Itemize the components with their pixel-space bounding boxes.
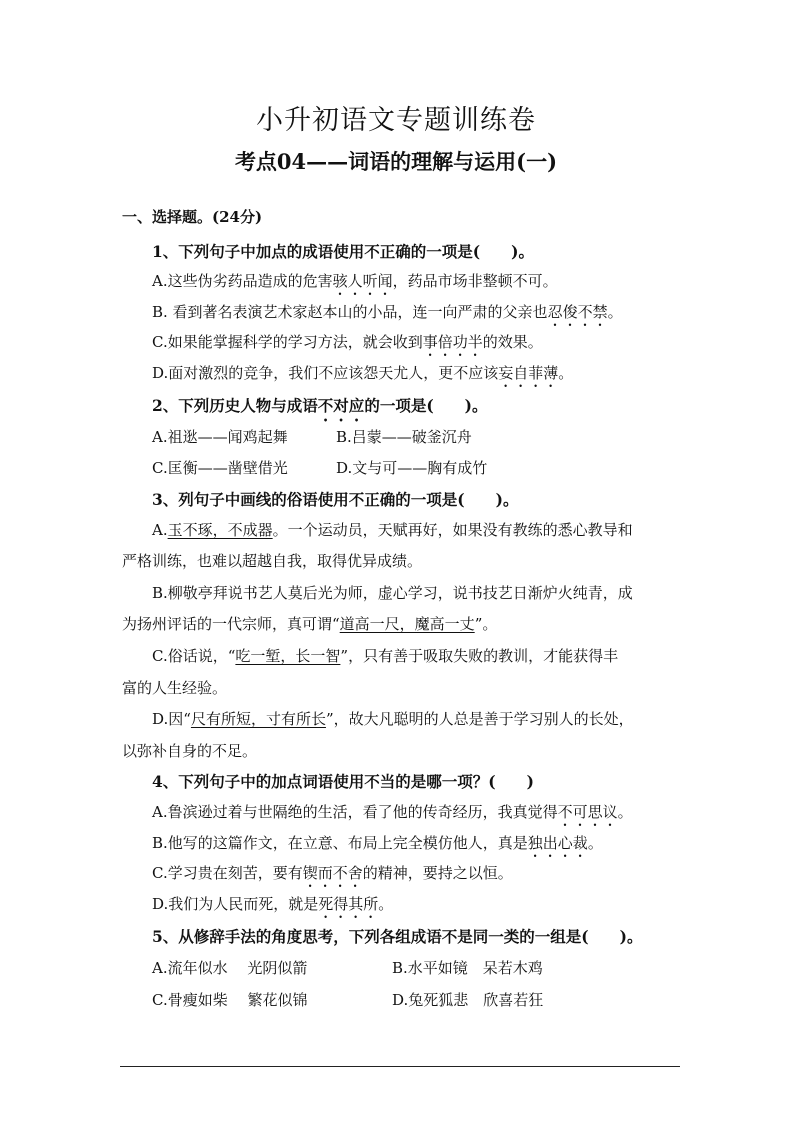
option-text: ”，故大凡聪明的人总是善于学习别人的长处，: [325, 710, 634, 728]
question-2-option-c: C.匡衡——凿壁借光: [152, 459, 288, 477]
question-4-option-c: [152, 862, 513, 891]
question-4-stem: 4、下列句子中的加点词语使用不当的是哪一项？( ): [152, 772, 534, 791]
option-text: C.如果能掌握科学的学习方法，就会收到: [152, 333, 423, 351]
option-letter: A.: [152, 521, 168, 539]
question-3-stem: 3、列句子中画线的俗语使用不正确的一项是( )。: [152, 490, 519, 509]
section-heading: 一、选择题。(24分): [122, 208, 263, 226]
dotted-idiom: 死得其所: [318, 895, 379, 913]
page-title: 小升初语文专题训练卷: [256, 105, 536, 136]
option-text: 。一个运动员，天赋再好，如果没有教练的悉心教导和: [272, 521, 633, 539]
footer-divider: [120, 1066, 680, 1067]
option-text: 的精神，要持之以恒。: [362, 864, 513, 882]
dotted-idiom: 锲而不舍: [302, 864, 363, 882]
question-2-stem: [152, 394, 487, 425]
option-text: 为扬州评话的一代宗师，真可谓“: [122, 615, 340, 633]
question-5-option-c: C.骨瘦如柴 繁花似锦: [152, 991, 308, 1009]
option-text: 。: [378, 895, 394, 913]
question-5-stem: 5、从修辞手法的角度思考，下列各组成语不是同一类的一组是( )。: [152, 927, 643, 946]
question-3-option-a-continued: 严格训练，也难以超越自我，取得优异成绩。: [122, 552, 423, 570]
question-5-option-d: D.兔死狐悲 欣喜若狂: [392, 991, 544, 1009]
question-3-option-b: B.柳敬亭拜说书艺人莫后光为师，虚心学习，说书技艺日渐炉火纯青，成: [152, 584, 633, 602]
option-text: 。: [558, 364, 574, 382]
option-text: B.他写的这篇作文，在立意、布局上完全模仿他人，真是: [152, 834, 528, 852]
dotted-idiom: 骇人听闻: [332, 272, 393, 290]
question-1-option-a: [152, 270, 558, 299]
question-4-option-d: [152, 893, 393, 922]
option-text: A.这些伪劣药品造成的危害: [152, 272, 333, 290]
option-text: D.面对激烈的竞争，我们不应该怨天尤人，更不应该: [152, 364, 499, 382]
question-2-option-a: A.祖逖——闻鸡起舞: [152, 428, 288, 446]
option-text: ”。: [474, 615, 498, 633]
stem-text: 的一项是( )。: [364, 396, 488, 415]
stem-text: 2、下列历史人物与成语: [152, 396, 318, 415]
question-3-option-b-continued: [122, 613, 497, 634]
question-4-option-b: [152, 832, 603, 861]
option-text: C.俗话说，“: [152, 647, 236, 665]
question-3-option-a: [152, 519, 633, 540]
question-4-option-a: [152, 801, 633, 830]
underlined-proverb: 玉不琢，不成器: [167, 521, 273, 539]
option-text: D.因“: [152, 710, 191, 728]
dotted-idiom: 独出心裁: [527, 834, 588, 852]
option-text: B. 看到著名表演艺术家赵本山的小品，连一向严肃的父亲也: [152, 303, 548, 321]
question-2-option-b: B.吕蒙——破釜沉舟: [336, 428, 472, 446]
option-text: A.鲁滨逊过着与世隔绝的生活，看了他的传奇经历，我真觉得: [152, 803, 558, 821]
option-text: 。: [587, 834, 603, 852]
option-text: ”，只有善于吸取失败的教训，才能获得丰: [340, 647, 619, 665]
option-text: C.学习贵在刻苦，要有: [152, 864, 303, 882]
dotted-idiom: 忍俊不禁: [547, 303, 608, 321]
question-2-option-d: D.文与可——胸有成竹: [336, 459, 488, 477]
page-subtitle: 考点04——词语的理解与运用(一): [234, 149, 558, 174]
underlined-proverb: 尺有所短，寸有所长: [190, 710, 326, 728]
question-1-option-c: [152, 331, 543, 360]
dotted-idiom: 事倍功半: [422, 333, 483, 351]
underlined-proverb: 道高一尺，魔高一丈: [339, 615, 475, 633]
question-1-option-d: [152, 362, 573, 391]
question-1-stem: 1、下列句子中加点的成语使用不正确的一项是( )。: [152, 242, 534, 261]
question-5-option-a: A.流年似水 光阴似箭: [152, 959, 308, 977]
option-text: 的效果。: [482, 333, 543, 351]
option-text: D.我们为人民而死，就是: [152, 895, 319, 913]
question-5-option-b: B.水平如镜 呆若木鸡: [392, 959, 543, 977]
dotted-word: 不对应: [317, 396, 365, 415]
question-3-option-d-continued: 以弥补自身的不足。: [122, 742, 258, 760]
option-text: 。: [607, 303, 623, 321]
question-3-option-c: [152, 645, 618, 666]
question-3-option-c-continued: 富的人生经验。: [122, 679, 228, 697]
question-3-option-d: [152, 708, 634, 729]
dotted-idiom: 妄自菲薄: [498, 364, 559, 382]
dotted-idiom: 不可思议: [557, 803, 618, 821]
option-text: ，药品市场非整顿不可。: [392, 272, 558, 290]
option-text: 。: [617, 803, 633, 821]
underlined-proverb: 吃一堑，长一智: [235, 647, 341, 665]
question-1-option-b: [152, 301, 623, 330]
